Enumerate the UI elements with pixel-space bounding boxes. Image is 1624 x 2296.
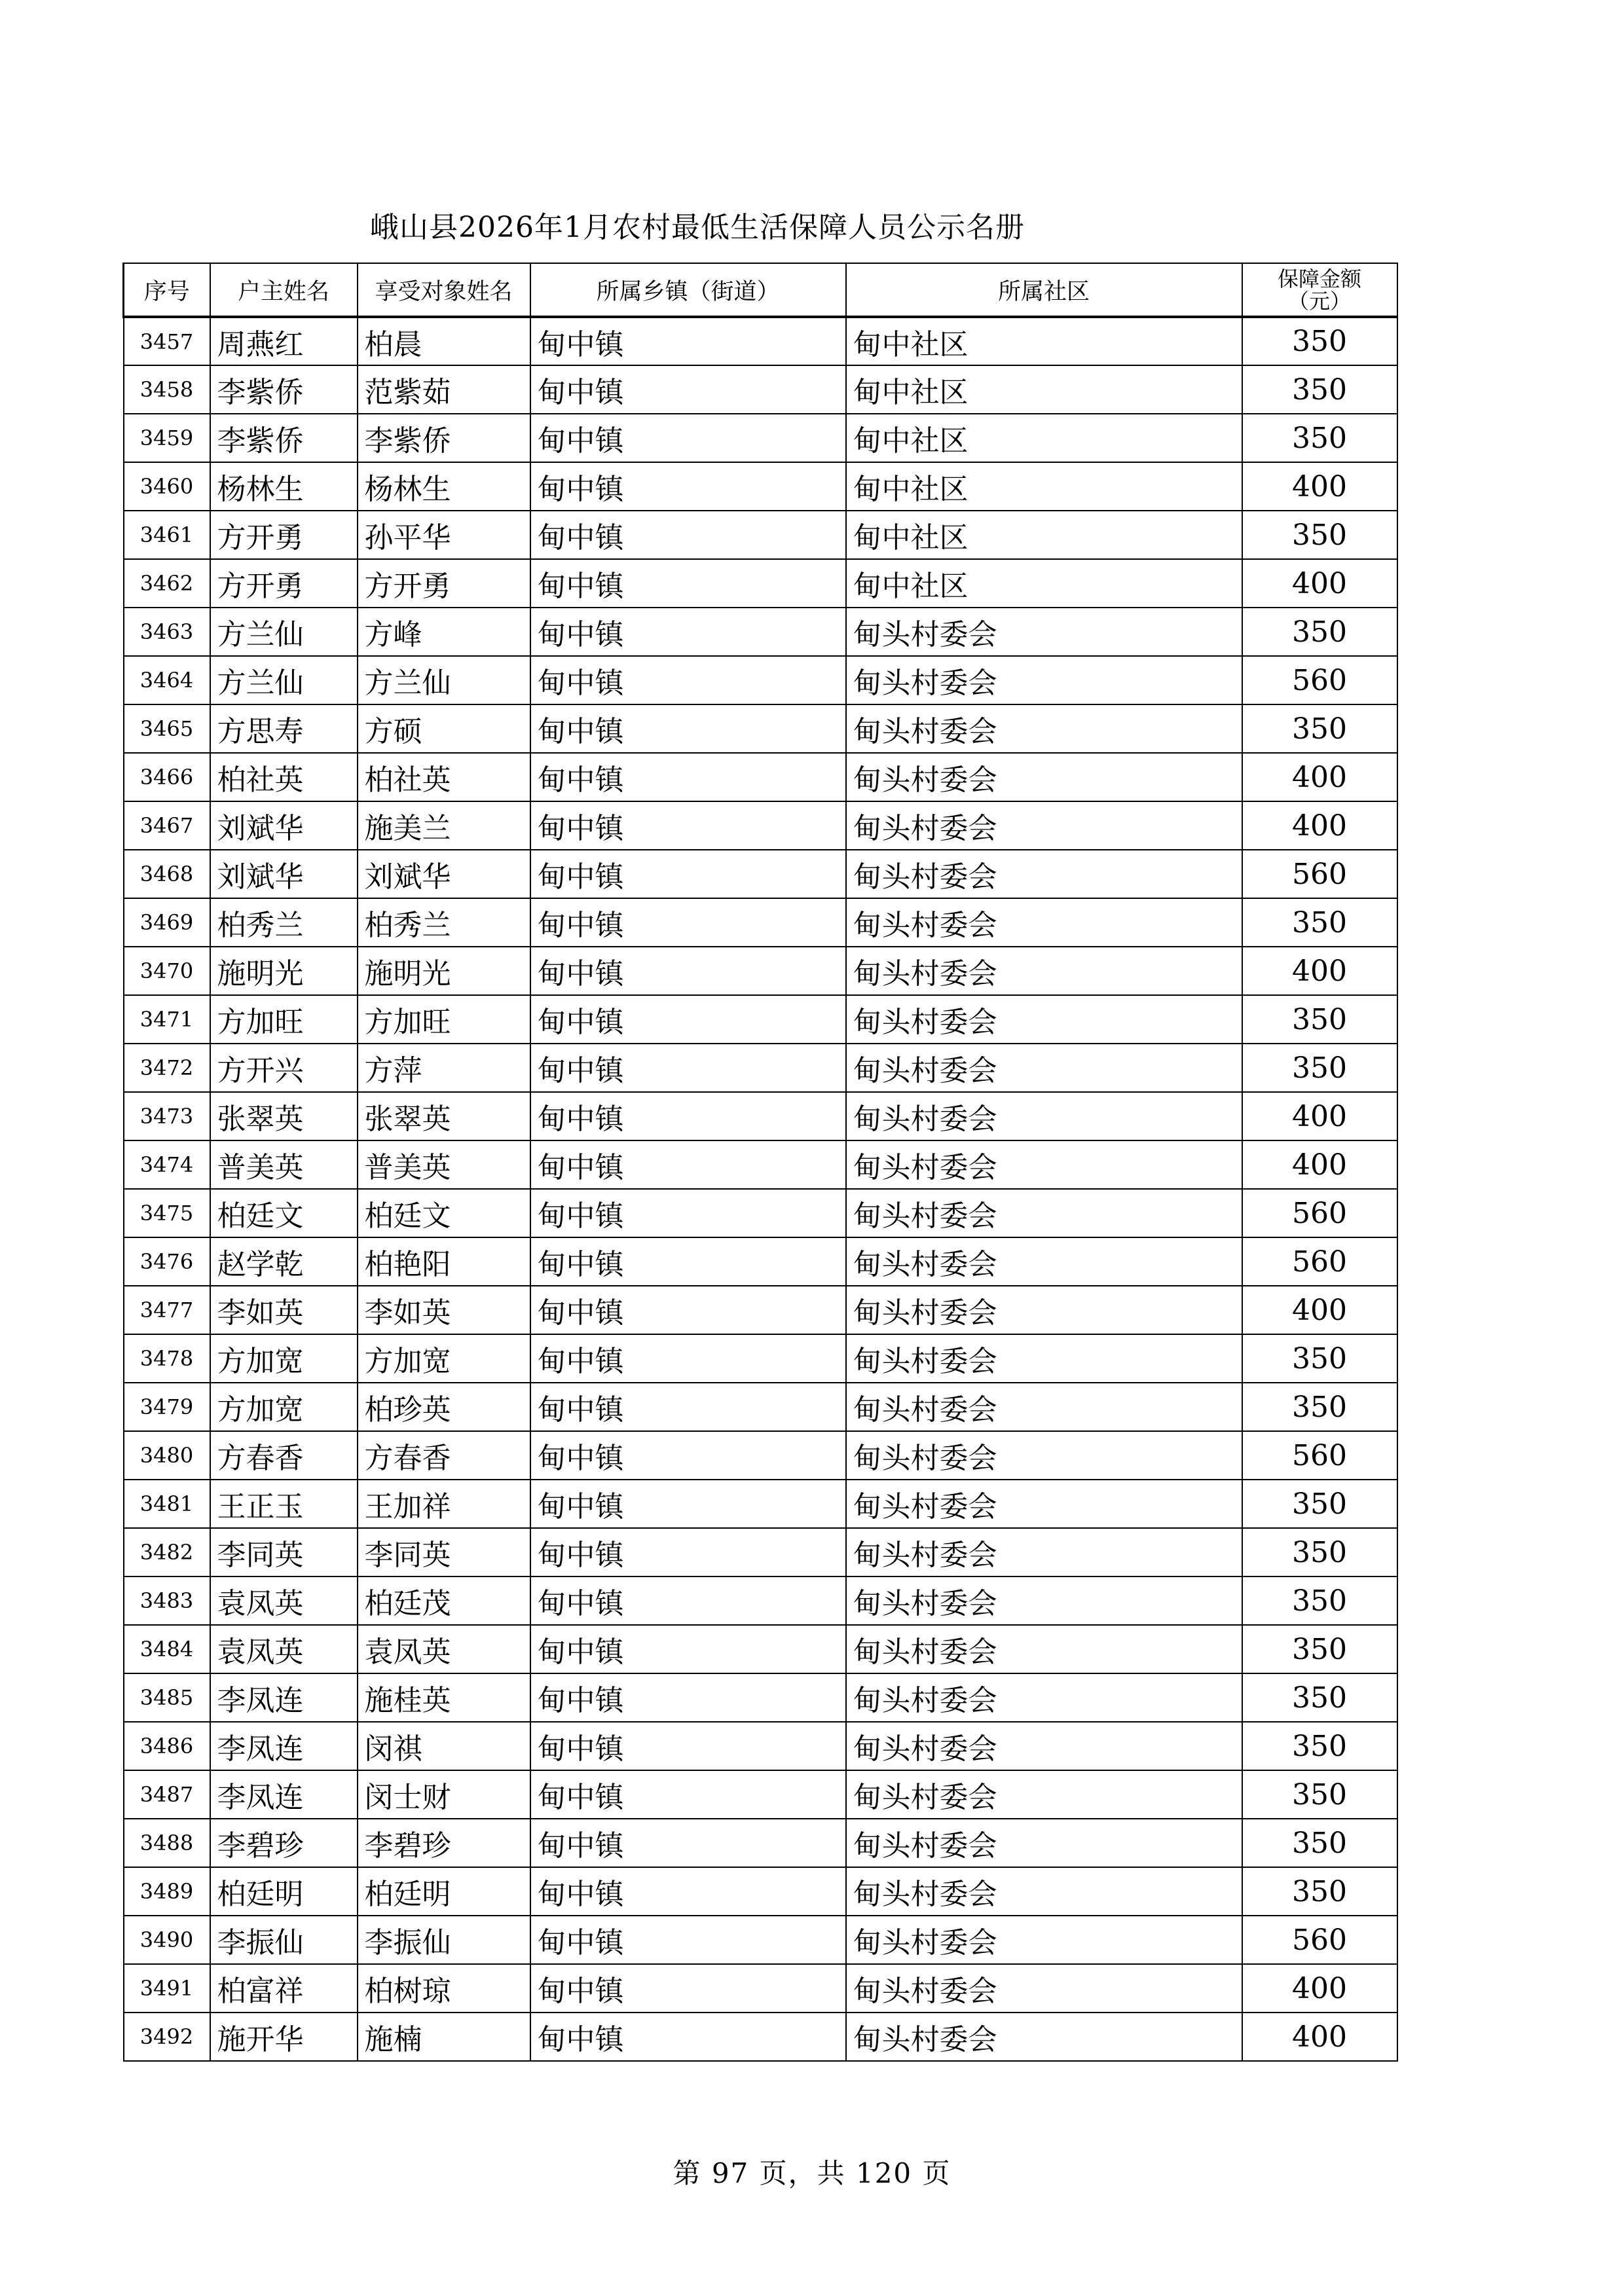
cell-town: 甸中镇: [530, 608, 846, 656]
cell-town: 甸中镇: [530, 1383, 846, 1431]
cell-no: 3476: [124, 1237, 210, 1286]
table-row: [124, 1576, 1397, 1625]
cell-head-of-household: 刘斌华: [210, 850, 358, 898]
cell-no: 3463: [124, 608, 210, 656]
cell-town: 甸中镇: [530, 898, 846, 947]
cell-beneficiary: 施美兰: [358, 801, 530, 850]
cell-amount: 350: [1242, 1383, 1397, 1431]
cell-community: 甸头村委会: [846, 1576, 1242, 1625]
table-row: [124, 1964, 1397, 2013]
cell-community: 甸头村委会: [846, 1480, 1242, 1528]
table-row: [124, 947, 1397, 995]
table-row: [124, 462, 1397, 511]
cell-head-of-household: 方开兴: [210, 1044, 358, 1092]
cell-beneficiary: 王加祥: [358, 1480, 530, 1528]
cell-beneficiary: 方加宽: [358, 1334, 530, 1383]
cell-town: 甸中镇: [530, 753, 846, 801]
cell-amount: 350: [1242, 1770, 1397, 1819]
cell-no: 3482: [124, 1528, 210, 1576]
cell-head-of-household: 李紫侨: [210, 414, 358, 462]
cell-beneficiary: 孙平华: [358, 511, 530, 559]
cell-head-of-household: 方春香: [210, 1431, 358, 1480]
cell-no: 3468: [124, 850, 210, 898]
table-row: [124, 608, 1397, 656]
cell-amount: 560: [1242, 1237, 1397, 1286]
cell-no: 3472: [124, 1044, 210, 1092]
cell-town: 甸中镇: [530, 1044, 846, 1092]
cell-amount: 350: [1242, 1334, 1397, 1383]
cell-head-of-household: 柏社英: [210, 753, 358, 801]
cell-beneficiary: 柏晨: [358, 317, 530, 365]
cell-community: 甸头村委会: [846, 1916, 1242, 1964]
cell-head-of-household: 方加宽: [210, 1383, 358, 1431]
cell-amount: 400: [1242, 1964, 1397, 2013]
cell-beneficiary: 李同英: [358, 1528, 530, 1576]
cell-town: 甸中镇: [530, 1286, 846, 1334]
cell-community: 甸头村委会: [846, 850, 1242, 898]
cell-amount: 560: [1242, 1916, 1397, 1964]
cell-amount: 560: [1242, 1189, 1397, 1237]
cell-beneficiary: 施桂英: [358, 1673, 530, 1722]
cell-no: 3484: [124, 1625, 210, 1673]
cell-town: 甸中镇: [530, 1092, 846, 1140]
cell-community: 甸头村委会: [846, 1819, 1242, 1867]
cell-town: 甸中镇: [530, 1964, 846, 2013]
cell-town: 甸中镇: [530, 1867, 846, 1916]
table-row: [124, 1528, 1397, 1576]
table-row: [124, 1044, 1397, 1092]
cell-beneficiary: 柏社英: [358, 753, 530, 801]
cell-head-of-household: 李凤连: [210, 1673, 358, 1722]
cell-no: 3457: [124, 317, 210, 365]
cell-community: 甸头村委会: [846, 1770, 1242, 1819]
cell-no: 3466: [124, 753, 210, 801]
cell-no: 3469: [124, 898, 210, 947]
cell-town: 甸中镇: [530, 1673, 846, 1722]
cell-town: 甸中镇: [530, 995, 846, 1044]
cell-community: 甸中社区: [846, 317, 1242, 365]
cell-head-of-household: 方加旺: [210, 995, 358, 1044]
cell-no: 3459: [124, 414, 210, 462]
cell-no: 3473: [124, 1092, 210, 1140]
table-row: [124, 1140, 1397, 1189]
cell-beneficiary: 方开勇: [358, 559, 530, 608]
table-row: [124, 1722, 1397, 1770]
table-row: [124, 1819, 1397, 1867]
cell-head-of-household: 周燕红: [210, 317, 358, 365]
cell-amount: 350: [1242, 1819, 1397, 1867]
cell-community: 甸头村委会: [846, 608, 1242, 656]
cell-beneficiary: 范紫茹: [358, 365, 530, 414]
cell-community: 甸头村委会: [846, 1334, 1242, 1383]
cell-head-of-household: 李紫侨: [210, 365, 358, 414]
cell-community: 甸头村委会: [846, 1237, 1242, 1286]
cell-town: 甸中镇: [530, 414, 846, 462]
cell-community: 甸头村委会: [846, 801, 1242, 850]
cell-community: 甸头村委会: [846, 1431, 1242, 1480]
table-row: [124, 2013, 1397, 2061]
cell-community: 甸头村委会: [846, 1140, 1242, 1189]
cell-amount: 350: [1242, 704, 1397, 753]
cell-head-of-household: 李碧珍: [210, 1819, 358, 1867]
cell-town: 甸中镇: [530, 1625, 846, 1673]
cell-no: 3461: [124, 511, 210, 559]
cell-town: 甸中镇: [530, 462, 846, 511]
table-row: [124, 801, 1397, 850]
table-row: [124, 1189, 1397, 1237]
cell-no: 3458: [124, 365, 210, 414]
cell-beneficiary: 方兰仙: [358, 656, 530, 704]
table-row: [124, 511, 1397, 559]
column-header-amount-line2: （元）: [1287, 288, 1351, 314]
table-row: [124, 850, 1397, 898]
cell-town: 甸中镇: [530, 1334, 846, 1383]
cell-amount: 400: [1242, 559, 1397, 608]
cell-amount: 400: [1242, 1140, 1397, 1189]
cell-beneficiary: 闵祺: [358, 1722, 530, 1770]
table-row: [124, 1673, 1397, 1722]
cell-beneficiary: 李振仙: [358, 1916, 530, 1964]
cell-no: 3489: [124, 1867, 210, 1916]
cell-town: 甸中镇: [530, 365, 846, 414]
cell-head-of-household: 柏廷文: [210, 1189, 358, 1237]
table-row: [124, 1867, 1397, 1916]
cell-town: 甸中镇: [530, 2013, 846, 2061]
cell-community: 甸头村委会: [846, 2013, 1242, 2061]
cell-community: 甸头村委会: [846, 1867, 1242, 1916]
cell-amount: 400: [1242, 947, 1397, 995]
cell-amount: 350: [1242, 317, 1397, 365]
cell-community: 甸头村委会: [846, 995, 1242, 1044]
cell-head-of-household: 杨林生: [210, 462, 358, 511]
cell-head-of-household: 李凤连: [210, 1770, 358, 1819]
cell-community: 甸中社区: [846, 511, 1242, 559]
cell-community: 甸头村委会: [846, 753, 1242, 801]
cell-town: 甸中镇: [530, 656, 846, 704]
cell-beneficiary: 李如英: [358, 1286, 530, 1334]
cell-beneficiary: 方萍: [358, 1044, 530, 1092]
cell-community: 甸头村委会: [846, 1383, 1242, 1431]
table-row: [124, 1092, 1397, 1140]
cell-community: 甸中社区: [846, 365, 1242, 414]
table-row: [124, 1625, 1397, 1673]
cell-town: 甸中镇: [530, 1770, 846, 1819]
table-row: [124, 898, 1397, 947]
column-header-amount: [1242, 263, 1397, 317]
cell-no: 3483: [124, 1576, 210, 1625]
cell-beneficiary: 杨林生: [358, 462, 530, 511]
cell-no: 3492: [124, 2013, 210, 2061]
cell-head-of-household: 李如英: [210, 1286, 358, 1334]
cell-beneficiary: 柏廷茂: [358, 1576, 530, 1625]
cell-amount: 400: [1242, 801, 1397, 850]
table-row: [124, 1334, 1397, 1383]
cell-beneficiary: 李紫侨: [358, 414, 530, 462]
cell-town: 甸中镇: [530, 947, 846, 995]
cell-amount: 350: [1242, 1480, 1397, 1528]
cell-amount: 400: [1242, 462, 1397, 511]
cell-town: 甸中镇: [530, 704, 846, 753]
cell-amount: 350: [1242, 608, 1397, 656]
cell-town: 甸中镇: [530, 317, 846, 365]
table-row: [124, 1770, 1397, 1819]
table-header-row: [124, 263, 1397, 317]
cell-amount: 350: [1242, 1044, 1397, 1092]
table-row: [124, 1286, 1397, 1334]
cell-amount: 560: [1242, 1431, 1397, 1480]
cell-beneficiary: 柏廷文: [358, 1189, 530, 1237]
cell-beneficiary: 袁凤英: [358, 1625, 530, 1673]
cell-community: 甸头村委会: [846, 1286, 1242, 1334]
cell-no: 3460: [124, 462, 210, 511]
cell-no: 3475: [124, 1189, 210, 1237]
cell-no: 3480: [124, 1431, 210, 1480]
cell-beneficiary: 方峰: [358, 608, 530, 656]
cell-no: 3464: [124, 656, 210, 704]
cell-no: 3474: [124, 1140, 210, 1189]
cell-beneficiary: 刘斌华: [358, 850, 530, 898]
column-header-town: 所属乡镇（街道）: [530, 263, 846, 317]
cell-amount: 350: [1242, 995, 1397, 1044]
cell-head-of-household: 王正玉: [210, 1480, 358, 1528]
cell-beneficiary: 张翠英: [358, 1092, 530, 1140]
cell-amount: 350: [1242, 1625, 1397, 1673]
cell-head-of-household: 李同英: [210, 1528, 358, 1576]
cell-head-of-household: 李振仙: [210, 1916, 358, 1964]
cell-community: 甸头村委会: [846, 656, 1242, 704]
cell-head-of-household: 柏廷明: [210, 1867, 358, 1916]
cell-amount: 400: [1242, 1092, 1397, 1140]
table-row: [124, 1916, 1397, 1964]
cell-no: 3486: [124, 1722, 210, 1770]
cell-no: 3485: [124, 1673, 210, 1722]
cell-community: 甸头村委会: [846, 1722, 1242, 1770]
cell-no: 3481: [124, 1480, 210, 1528]
cell-community: 甸头村委会: [846, 1964, 1242, 2013]
cell-beneficiary: 普美英: [358, 1140, 530, 1189]
cell-beneficiary: 施楠: [358, 2013, 530, 2061]
cell-town: 甸中镇: [530, 559, 846, 608]
cell-community: 甸头村委会: [846, 1673, 1242, 1722]
cell-beneficiary: 方加旺: [358, 995, 530, 1044]
cell-amount: 350: [1242, 511, 1397, 559]
cell-town: 甸中镇: [530, 511, 846, 559]
cell-community: 甸头村委会: [846, 704, 1242, 753]
cell-no: 3477: [124, 1286, 210, 1334]
cell-beneficiary: 柏廷明: [358, 1867, 530, 1916]
cell-head-of-household: 方加宽: [210, 1334, 358, 1383]
cell-no: 3490: [124, 1916, 210, 1964]
cell-beneficiary: 柏秀兰: [358, 898, 530, 947]
cell-amount: 400: [1242, 2013, 1397, 2061]
column-header-beneficiary: 享受对象姓名: [358, 263, 530, 317]
page-title: 峨山县2026年1月农村最低生活保障人员公示名册: [370, 211, 1025, 244]
table-row: [124, 414, 1397, 462]
cell-community: 甸中社区: [846, 559, 1242, 608]
table-row: [124, 1383, 1397, 1431]
cell-head-of-household: 柏富祥: [210, 1964, 358, 2013]
cell-head-of-household: 柏秀兰: [210, 898, 358, 947]
cell-town: 甸中镇: [530, 1819, 846, 1867]
cell-head-of-household: 刘斌华: [210, 801, 358, 850]
cell-town: 甸中镇: [530, 1576, 846, 1625]
column-header-head-of-household: 户主姓名: [210, 263, 358, 317]
cell-community: 甸头村委会: [846, 898, 1242, 947]
cell-beneficiary: 施明光: [358, 947, 530, 995]
table-row: [124, 1237, 1397, 1286]
table-row: [124, 1480, 1397, 1528]
cell-amount: 350: [1242, 365, 1397, 414]
table-row: [124, 753, 1397, 801]
cell-town: 甸中镇: [530, 1237, 846, 1286]
cell-amount: 400: [1242, 1286, 1397, 1334]
cell-no: 3488: [124, 1819, 210, 1867]
cell-no: 3487: [124, 1770, 210, 1819]
cell-no: 3478: [124, 1334, 210, 1383]
table-row: [124, 704, 1397, 753]
cell-no: 3465: [124, 704, 210, 753]
cell-head-of-household: 方兰仙: [210, 656, 358, 704]
cell-beneficiary: 柏珍英: [358, 1383, 530, 1431]
cell-head-of-household: 方开勇: [210, 559, 358, 608]
cell-beneficiary: 方春香: [358, 1431, 530, 1480]
cell-beneficiary: 方硕: [358, 704, 530, 753]
table-row: [124, 995, 1397, 1044]
cell-amount: 350: [1242, 414, 1397, 462]
cell-head-of-household: 施开华: [210, 2013, 358, 2061]
cell-head-of-household: 施明光: [210, 947, 358, 995]
cell-town: 甸中镇: [530, 1528, 846, 1576]
cell-head-of-household: 方兰仙: [210, 608, 358, 656]
cell-amount: 560: [1242, 850, 1397, 898]
cell-town: 甸中镇: [530, 1140, 846, 1189]
cell-community: 甸头村委会: [846, 1625, 1242, 1673]
column-header-community: 所属社区: [846, 263, 1242, 317]
cell-community: 甸中社区: [846, 462, 1242, 511]
cell-community: 甸头村委会: [846, 947, 1242, 995]
cell-amount: 350: [1242, 1867, 1397, 1916]
column-header-amount-line1: 保障金额: [1277, 266, 1361, 291]
cell-head-of-household: 普美英: [210, 1140, 358, 1189]
cell-beneficiary: 李碧珍: [358, 1819, 530, 1867]
table-row: [124, 365, 1397, 414]
cell-town: 甸中镇: [530, 1916, 846, 1964]
cell-head-of-household: 李凤连: [210, 1722, 358, 1770]
cell-amount: 350: [1242, 1722, 1397, 1770]
cell-no: 3471: [124, 995, 210, 1044]
cell-head-of-household: 赵学乾: [210, 1237, 358, 1286]
cell-no: 3479: [124, 1383, 210, 1431]
cell-amount: 350: [1242, 1576, 1397, 1625]
cell-amount: 350: [1242, 898, 1397, 947]
cell-town: 甸中镇: [530, 1431, 846, 1480]
cell-town: 甸中镇: [530, 1480, 846, 1528]
cell-amount: 560: [1242, 656, 1397, 704]
table-row: [124, 317, 1397, 365]
column-header-no: 序号: [124, 263, 210, 317]
roster-body: [124, 317, 1397, 2061]
cell-no: 3491: [124, 1964, 210, 2013]
cell-town: 甸中镇: [530, 1189, 846, 1237]
cell-amount: 350: [1242, 1528, 1397, 1576]
cell-town: 甸中镇: [530, 801, 846, 850]
page-footer: 第 97 页，共 120 页: [673, 2157, 951, 2189]
cell-community: 甸头村委会: [846, 1528, 1242, 1576]
cell-head-of-household: 方思寿: [210, 704, 358, 753]
cell-beneficiary: 柏树琼: [358, 1964, 530, 2013]
cell-town: 甸中镇: [530, 1722, 846, 1770]
cell-community: 甸中社区: [846, 414, 1242, 462]
table-row: [124, 656, 1397, 704]
cell-no: 3462: [124, 559, 210, 608]
roster-table: [122, 263, 1398, 2062]
cell-beneficiary: 柏艳阳: [358, 1237, 530, 1286]
cell-head-of-household: 张翠英: [210, 1092, 358, 1140]
cell-no: 3467: [124, 801, 210, 850]
cell-community: 甸头村委会: [846, 1189, 1242, 1237]
cell-amount: 350: [1242, 1673, 1397, 1722]
cell-community: 甸头村委会: [846, 1092, 1242, 1140]
cell-head-of-household: 袁凤英: [210, 1625, 358, 1673]
cell-no: 3470: [124, 947, 210, 995]
cell-head-of-household: 袁凤英: [210, 1576, 358, 1625]
cell-head-of-household: 方开勇: [210, 511, 358, 559]
cell-town: 甸中镇: [530, 850, 846, 898]
table-row: [124, 559, 1397, 608]
cell-amount: 400: [1242, 753, 1397, 801]
cell-community: 甸头村委会: [846, 1044, 1242, 1092]
table-row: [124, 1431, 1397, 1480]
cell-beneficiary: 闵士财: [358, 1770, 530, 1819]
